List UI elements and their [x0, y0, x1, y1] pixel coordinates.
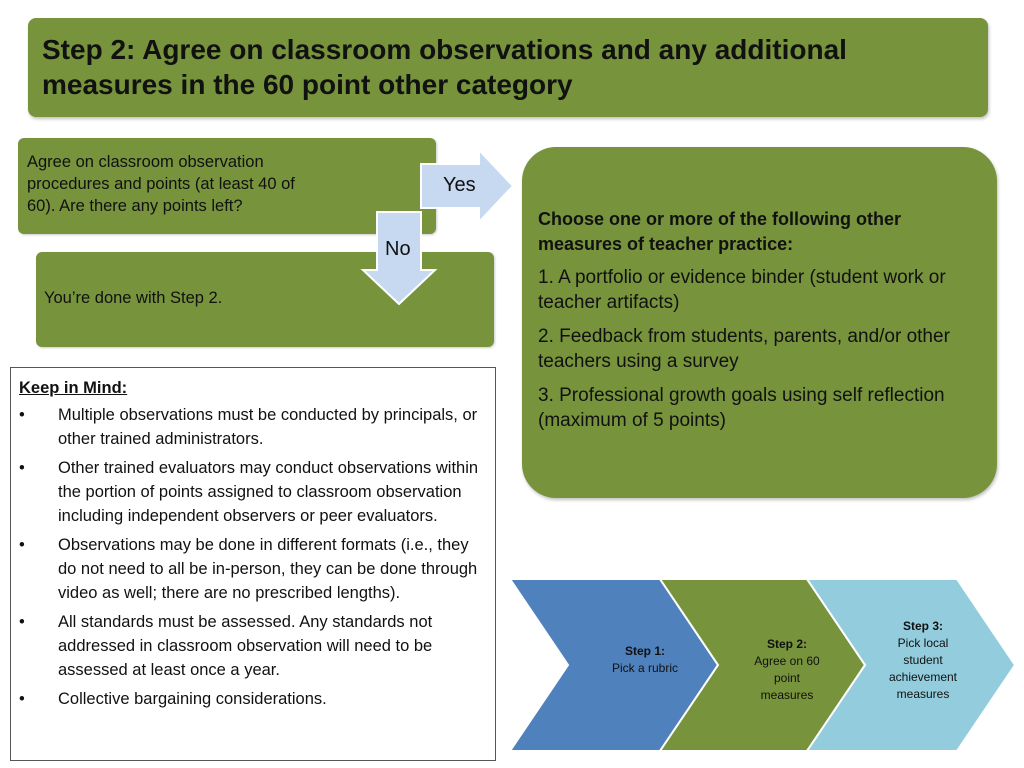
step-chevrons	[505, 575, 1021, 755]
yes-label: Yes	[443, 174, 476, 196]
step-1-text: Pick a rubric	[611, 661, 679, 675]
list-item-text: Observations may be done in different formats (i.e., they do not need to all be in-person, they can be done through video as well; there are no prescribed lengths).	[58, 536, 478, 602]
bullet-icon: •	[19, 613, 25, 631]
page-title: Step 2: Agree on classroom observations and any additional measures in the 60 point other category	[42, 34, 847, 100]
step-2-text: Agree on 60 point measures	[754, 654, 820, 702]
step-3-heading: Step 3:	[902, 619, 943, 633]
measure-item: 1. A portfolio or evidence binder (student work or teacher artifacts)	[538, 267, 946, 313]
list-item-text: All standards must be assessed. Any standards not addressed in classroom observation will need to be assessed at least once a year.	[58, 613, 433, 679]
keep-in-mind-list	[19, 403, 485, 711]
list-item-text: Other trained evaluators may conduct observations within the portion of points assigned to classroom observation including independent observers or peer evaluators.	[58, 459, 479, 525]
no-label: No	[385, 238, 411, 260]
question-text: Agree on classroom observation procedures and points (at least 40 of 60). Are there any points left?	[27, 153, 295, 215]
bullet-icon: •	[19, 406, 25, 424]
list-item	[19, 610, 485, 682]
list-item	[19, 533, 485, 605]
bullet-icon: •	[19, 536, 25, 554]
measures-heading: Choose one or more of the following other measures of teacher practice:	[538, 209, 901, 254]
keep-in-mind-heading: Keep in Mind:	[19, 379, 128, 397]
bullet-icon: •	[19, 690, 25, 708]
step-2-label	[749, 636, 825, 704]
list-item-text: Collective bargaining considerations.	[58, 690, 327, 708]
list-item	[19, 403, 485, 451]
list-item	[19, 456, 485, 528]
keep-in-mind-box	[10, 367, 496, 761]
list-item	[19, 687, 485, 711]
done-text: You’re done with Step 2.	[44, 289, 223, 307]
measures-box	[522, 147, 997, 498]
step-3-label	[879, 618, 967, 703]
list-item-text: Multiple observations must be conducted by principals, or other trained administrators.	[58, 406, 478, 448]
measure-item: 3. Professional growth goals using self reflection (maximum of 5 points)	[538, 385, 945, 431]
measure-item: 2. Feedback from students, parents, and/or other teachers using a survey	[538, 326, 950, 372]
step-3-text: Pick local student achievement measures	[888, 636, 958, 701]
step-2-heading: Step 2:	[766, 637, 807, 651]
title-bar	[28, 18, 988, 117]
bullet-icon: •	[19, 459, 25, 477]
step-1-label	[600, 643, 690, 677]
step-1-heading: Step 1:	[624, 644, 665, 658]
